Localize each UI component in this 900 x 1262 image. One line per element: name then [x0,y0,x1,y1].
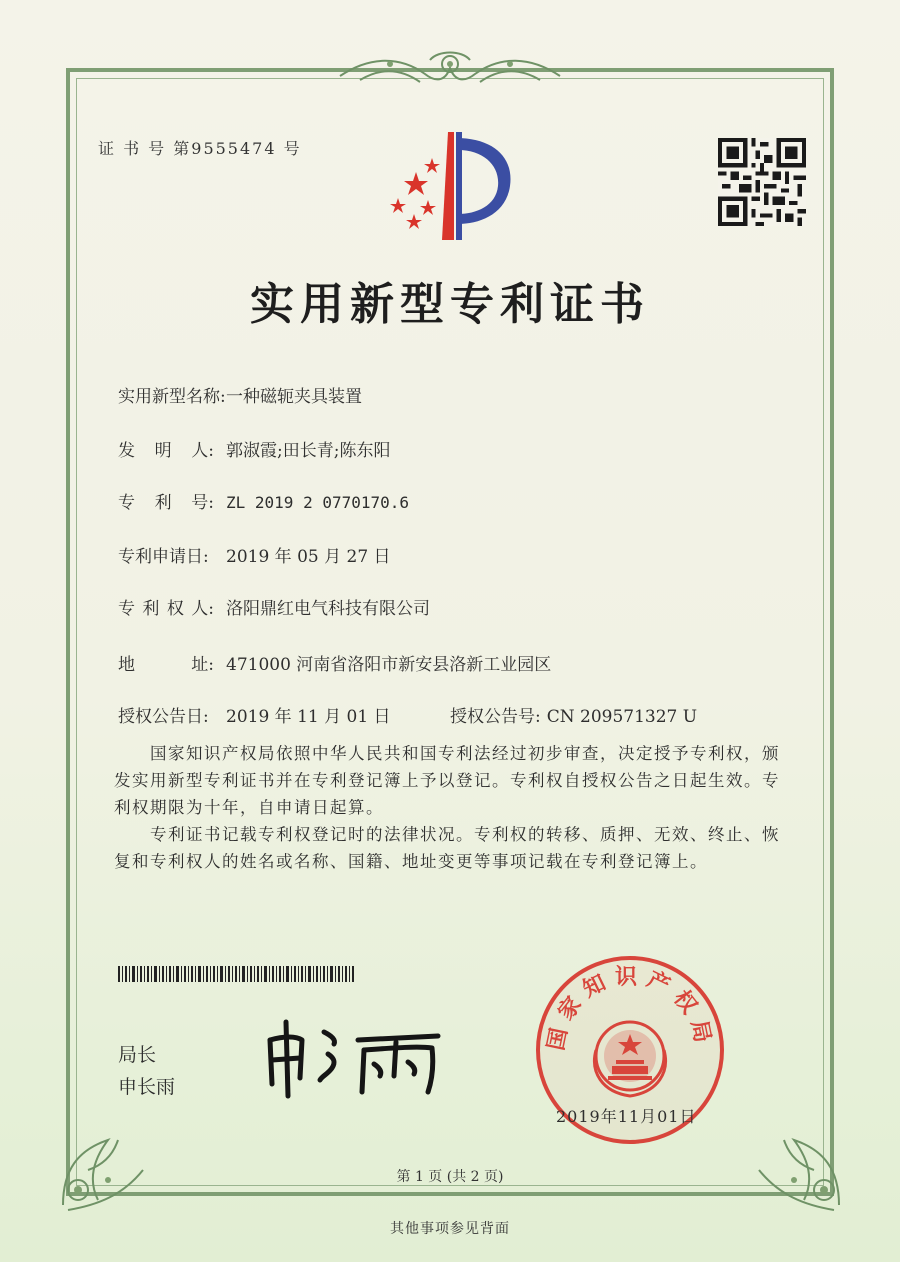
inventor-value: 郭淑霞;田长青;陈东阳 [226,441,391,461]
grant-date-label: 授权公告日: [118,707,209,727]
director-signature [262,1010,462,1100]
grant-number-row [450,702,697,727]
application-date-row [118,542,391,567]
application-date-value: 2019 年 05 月 27 日 [226,547,391,567]
patent-number-value: ZL 2019 2 0770170.6 [226,493,410,512]
bottom-right-ornament-icon [744,1110,854,1220]
utility-model-name-label: 实用新型名称: [118,387,226,407]
patent-number-label: 专 利 号: [118,493,214,513]
patent-emblem-icon [384,128,524,248]
seal-date: 2019年11月01日 [556,1107,697,1126]
director-name: 申长雨 [118,1076,176,1098]
certificate-title: 实用新型专利证书 [250,279,650,330]
barcode-icon [118,966,354,982]
director-title: 局长 [118,1044,157,1066]
patent-number-row [118,488,409,513]
patentee-value: 洛阳鼎红电气科技有限公司 [226,599,430,619]
address-label: 地 址: [118,655,214,675]
application-date-label: 专利申请日: [118,547,209,567]
inventor-label: 发 明 人: [118,441,214,461]
footer-note: 其他事项参见背面 [390,1221,510,1237]
certificate-number: 证 书 号 第9555474 号 [98,139,302,158]
bottom-left-ornament-icon [48,1110,158,1220]
qr-code-icon [718,138,806,226]
statement-paragraph-1: 国家知识产权局依照中华人民共和国专利法经过初步审查，决定授予专利权，颁发实用新型专利证书并在专利登记簿上予以登记。专利权自授权公告之日起生效。专利权期限为十年，自申请日起算。 [114,744,780,817]
svg-text:国家知识产权局: 国家知识产权局 [543,965,717,1053]
address-value: 471000 河南省洛阳市新安县洛新工业园区 [226,655,552,675]
grant-number-value: CN 209571327 U [546,707,698,727]
grant-date-row [118,702,391,727]
utility-model-name-value: 一种磁轭夹具装置 [226,387,362,407]
inventor-row [118,436,390,461]
grant-number-label: 授权公告号: [450,707,541,727]
address-row [118,650,551,675]
utility-model-name-row [118,382,362,407]
patentee-label: 专 利 权 人: [118,599,214,619]
statement-paragraph-2: 专利证书记载专利权登记时的法律状况。专利权的转移、质押、无效、终止、恢复和专利权人的姓名或名称、国籍、地址变更等事项记载在专利登记簿上。 [114,825,780,871]
page-number: 第 1 页 (共 2 页) [396,1169,504,1185]
patentee-row [118,594,430,619]
grant-date-value: 2019 年 11 月 01 日 [226,707,391,727]
top-ornament-icon [330,46,570,96]
